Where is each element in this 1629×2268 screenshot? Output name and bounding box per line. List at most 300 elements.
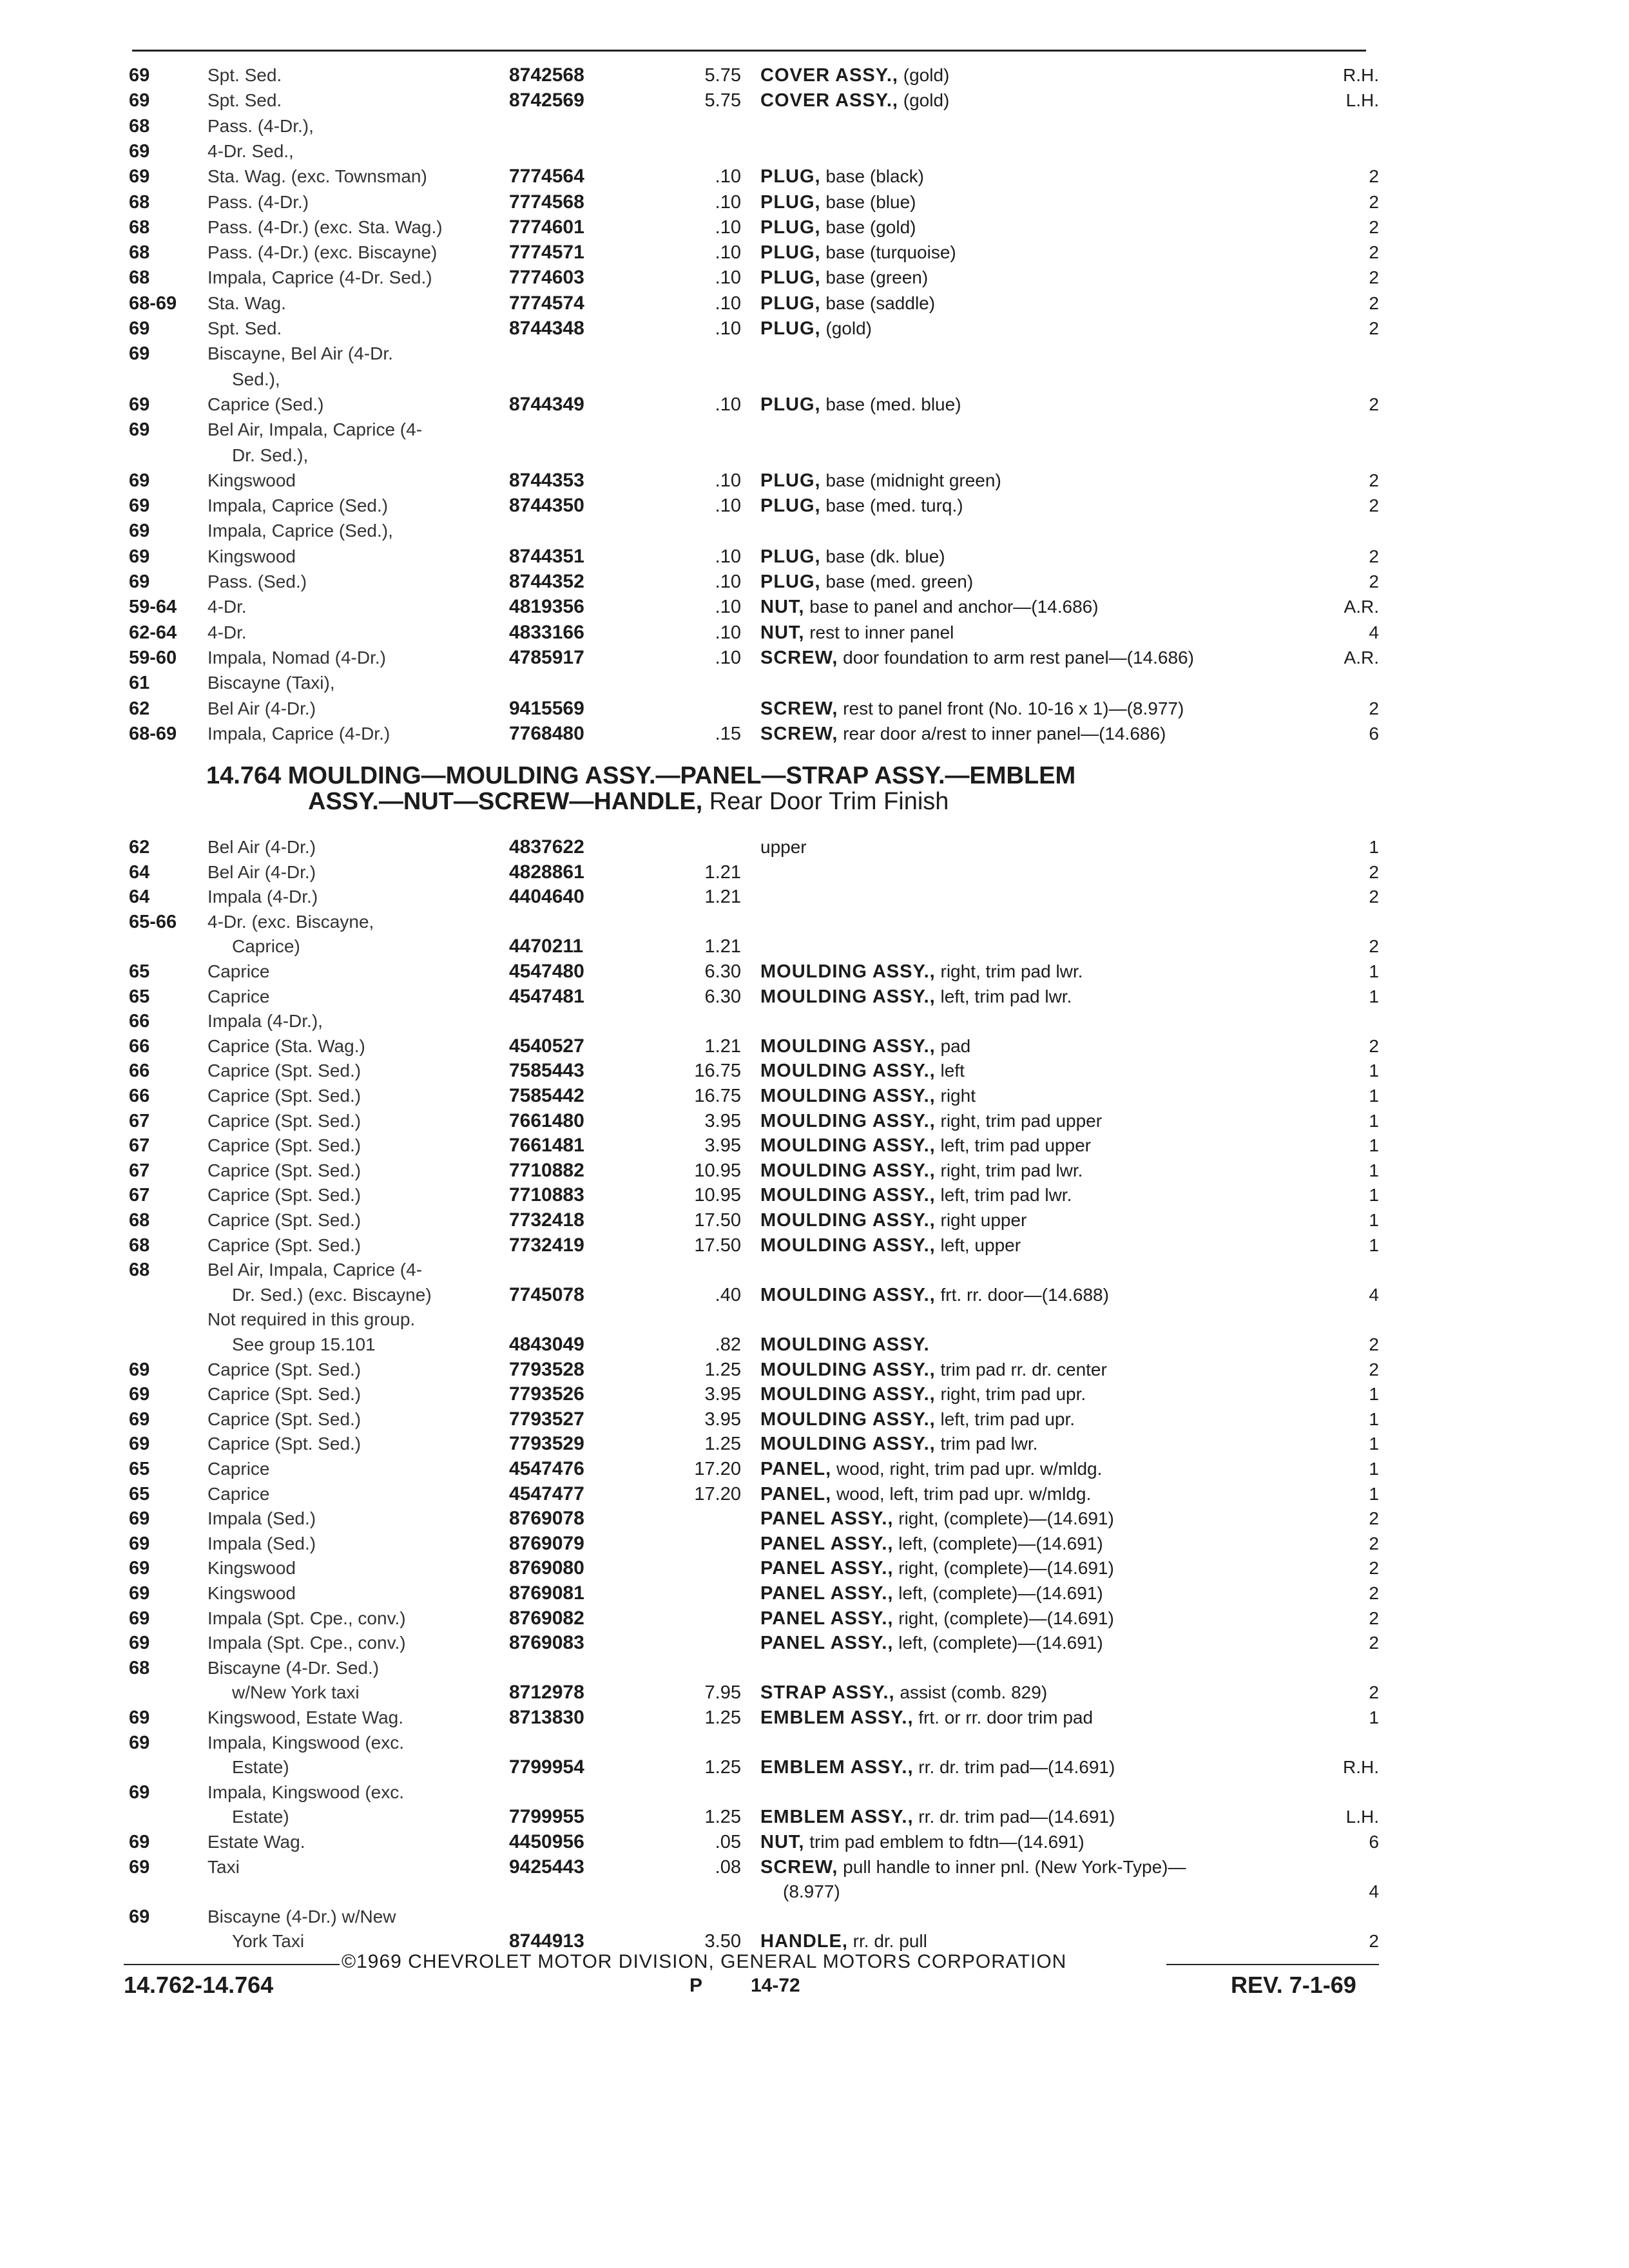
part-number: 4819356 xyxy=(509,596,584,618)
part-detail: rr. dr. pull xyxy=(847,1931,927,1952)
part-detail: base (med. blue) xyxy=(820,394,961,414)
part-name: PANEL ASSY., xyxy=(760,1608,894,1629)
part-quantity: 2 xyxy=(1369,1608,1379,1628)
table-row xyxy=(0,1706,1629,1730)
model-description: Impala, Caprice (4-Dr.) xyxy=(207,723,390,744)
model-description: Impala (Sed.) xyxy=(207,1533,316,1553)
model-description: Bel Air (4-Dr.) xyxy=(207,698,316,718)
part-number: 8769080 xyxy=(509,1557,584,1579)
part-quantity: 4 xyxy=(1369,1284,1379,1305)
part-description xyxy=(760,1929,1327,1954)
model-year: 59-64 xyxy=(129,597,177,618)
part-description xyxy=(760,1133,1327,1158)
model-year: 65 xyxy=(129,1483,150,1504)
part-quantity: 1 xyxy=(1369,1707,1379,1727)
part-detail: base (midnight green) xyxy=(820,470,1001,490)
table-row xyxy=(0,468,1629,493)
model-year: 68 xyxy=(129,1260,150,1281)
part-number: 4547481 xyxy=(509,985,584,1007)
part-price: .10 xyxy=(715,242,741,264)
model-description: Caprice (Spt. Sed.) xyxy=(207,1135,361,1156)
part-description xyxy=(760,1283,1327,1307)
part-quantity: 1 xyxy=(1369,1483,1379,1504)
model-year: 61 xyxy=(129,673,150,694)
part-number: 7710882 xyxy=(509,1159,584,1181)
part-description xyxy=(760,291,1327,316)
table-row xyxy=(0,1059,1629,1083)
part-description xyxy=(760,1506,1327,1531)
table-row xyxy=(0,1482,1629,1506)
part-price: 1.21 xyxy=(704,936,741,957)
table-row xyxy=(0,959,1629,984)
table-row xyxy=(0,620,1629,645)
part-price: .10 xyxy=(715,293,741,314)
part-price: .05 xyxy=(715,1832,741,1852)
model-description: Caprice (Spt. Sed.) xyxy=(207,1061,361,1081)
model-description: Bel Air, Impala, Caprice (4- xyxy=(207,419,423,440)
part-detail: (8.977) xyxy=(783,1881,840,1902)
part-name: MOULDING ASSY., xyxy=(760,1160,936,1181)
model-description: Kingswood, Estate Wag. xyxy=(207,1707,404,1727)
part-description xyxy=(760,1581,1327,1606)
table-row xyxy=(0,835,1629,860)
model-year: 69 xyxy=(129,1856,150,1878)
part-price: .10 xyxy=(715,572,741,592)
part-description xyxy=(760,164,1327,189)
model-description: Pass. (4-Dr.) xyxy=(207,191,309,212)
part-price: .10 xyxy=(715,394,741,415)
part-description xyxy=(760,215,1327,240)
part-name: MOULDING ASSY., xyxy=(760,1384,936,1405)
table-row xyxy=(0,190,1629,215)
table-row xyxy=(0,1382,1629,1407)
part-quantity: 1 xyxy=(1369,1235,1379,1255)
part-description xyxy=(760,1556,1327,1581)
table-row xyxy=(0,139,1629,164)
model-description: Impala, Caprice (4-Dr. Sed.) xyxy=(207,267,432,288)
part-number: 7768480 xyxy=(509,722,584,744)
model-description: Pass. (4-Dr.), xyxy=(207,115,314,136)
part-quantity: 2 xyxy=(1369,191,1379,212)
part-quantity: 2 xyxy=(1369,293,1379,313)
part-detail: door foundation to arm rest panel—(14.686) xyxy=(838,647,1194,668)
model-year: 69 xyxy=(129,1508,150,1530)
part-number: 7710883 xyxy=(509,1184,584,1206)
model-description: w/New York taxi xyxy=(232,1682,360,1703)
part-number: 8744352 xyxy=(509,571,584,592)
part-number: 8769081 xyxy=(509,1582,584,1604)
model-description: 4-Dr. Sed., xyxy=(207,140,294,161)
part-detail: trim pad emblem to fdtn—(14.691) xyxy=(804,1832,1084,1852)
model-year: 68 xyxy=(129,115,150,137)
table-row xyxy=(0,1830,1629,1854)
part-price: 3.95 xyxy=(704,1135,741,1157)
part-description xyxy=(760,1606,1327,1631)
table-row xyxy=(0,215,1629,240)
table-row xyxy=(0,1905,1629,1929)
model-description: Impala (4-Dr.), xyxy=(207,1011,323,1032)
part-name: PLUG, xyxy=(760,293,821,314)
part-description xyxy=(760,494,1327,518)
part-quantity: 2 xyxy=(1369,861,1379,882)
table-row xyxy=(0,1457,1629,1481)
part-description xyxy=(760,468,1327,493)
part-name: PANEL ASSY., xyxy=(760,1533,894,1554)
part-description xyxy=(760,1208,1327,1233)
part-price: 10.95 xyxy=(694,1185,741,1206)
model-description: Caprice xyxy=(207,986,270,1006)
model-year: 62 xyxy=(129,837,150,858)
model-description: Sta. Wag. xyxy=(207,293,286,313)
part-detail: right, trim pad upr. xyxy=(935,1384,1086,1405)
model-description: Biscayne (Taxi), xyxy=(207,673,335,693)
model-year: 69 xyxy=(129,521,150,542)
part-detail: base (black) xyxy=(820,166,924,187)
part-number: 8744350 xyxy=(509,495,584,517)
part-name: HANDLE, xyxy=(760,1931,848,1952)
table-row xyxy=(0,1532,1629,1556)
part-number: 8744349 xyxy=(509,393,584,415)
copyright-line: ©1969 CHEVROLET MOTOR DIVISION, GENERAL MOTORS CORPORATION xyxy=(342,1951,1067,1972)
model-year: 68 xyxy=(129,1235,150,1256)
table-row xyxy=(0,367,1629,392)
part-description xyxy=(760,646,1327,670)
part-name: MOULDING ASSY., xyxy=(760,1434,936,1455)
part-detail: base (med. green) xyxy=(820,572,974,591)
part-detail: rest to inner panel xyxy=(804,622,954,642)
part-quantity: 4 xyxy=(1369,1881,1379,1902)
part-number: 7799954 xyxy=(509,1756,584,1778)
table-row xyxy=(0,114,1629,139)
model-description: Caprice) xyxy=(232,936,300,957)
section-title-line2: ASSY.—NUT—SCREW—HANDLE, xyxy=(308,788,703,815)
part-number: 8744913 xyxy=(509,1930,584,1952)
part-price: .08 xyxy=(715,1856,741,1878)
part-number: 7793527 xyxy=(509,1408,584,1430)
part-detail: (gold) xyxy=(898,90,950,111)
part-quantity: 2 xyxy=(1369,698,1379,718)
part-description xyxy=(760,722,1327,746)
part-detail: left xyxy=(935,1061,965,1081)
model-year: 66 xyxy=(129,1086,150,1106)
part-name: PANEL ASSY., xyxy=(760,1633,894,1654)
part-name: MOULDING ASSY., xyxy=(760,1035,936,1057)
part-quantity: 2 xyxy=(1369,1359,1379,1379)
part-name: MOULDING ASSY., xyxy=(760,961,936,982)
part-name: MOULDING ASSY., xyxy=(760,1210,936,1231)
part-name: PANEL, xyxy=(760,1483,832,1504)
part-quantity: 2 xyxy=(1369,495,1379,516)
model-description: Dr. Sed.), xyxy=(232,445,309,465)
part-description xyxy=(760,392,1327,417)
part-number: 7774601 xyxy=(509,216,584,238)
part-quantity: 2 xyxy=(1369,1583,1379,1603)
part-description xyxy=(760,544,1327,569)
part-quantity: 1 xyxy=(1369,1135,1379,1156)
table-row xyxy=(0,646,1629,670)
table-row xyxy=(0,1731,1629,1755)
table-row xyxy=(0,1506,1629,1531)
part-price: .10 xyxy=(715,546,741,567)
section-title-line2-rest: Rear Door Trim Finish xyxy=(702,788,949,815)
model-year: 69 xyxy=(129,1707,150,1728)
part-price: 7.95 xyxy=(704,1682,741,1704)
part-number: 7774574 xyxy=(509,292,584,314)
part-price: 3.50 xyxy=(704,1931,741,1952)
part-description xyxy=(760,1482,1327,1506)
part-name: MOULDING ASSY., xyxy=(760,1359,936,1380)
part-quantity: 2 xyxy=(1369,242,1379,263)
model-year: 67 xyxy=(129,1135,150,1157)
model-year: 68 xyxy=(129,191,150,213)
part-quantity: L.H. xyxy=(1345,90,1379,111)
part-description xyxy=(760,1631,1327,1655)
part-name: MOULDING ASSY., xyxy=(760,1408,936,1430)
part-detail: base (turquoise) xyxy=(820,242,956,263)
model-description: Caprice xyxy=(207,961,270,981)
part-detail: left, upper xyxy=(935,1235,1021,1255)
table-row xyxy=(0,1680,1629,1705)
part-description xyxy=(760,697,1327,721)
model-description: Sta. Wag. (exc. Townsman) xyxy=(207,166,427,187)
part-description xyxy=(760,316,1327,341)
part-number: 7732418 xyxy=(509,1209,584,1231)
part-quantity: 1 xyxy=(1369,961,1379,981)
part-number: 4547476 xyxy=(509,1458,584,1479)
part-price: 6.30 xyxy=(704,986,741,1007)
part-detail: right, trim pad upper xyxy=(935,1110,1103,1131)
model-description: Impala, Caprice (Sed.) xyxy=(207,495,389,516)
part-description xyxy=(760,1059,1327,1083)
model-description: Impala, Kingswood (exc. xyxy=(207,1732,405,1753)
table-row xyxy=(0,1855,1629,1879)
part-description xyxy=(760,265,1327,290)
part-price: .40 xyxy=(715,1284,741,1305)
model-description: Estate Wag. xyxy=(207,1832,305,1852)
part-number: 9425443 xyxy=(509,1856,584,1878)
part-quantity: 1 xyxy=(1369,1086,1379,1106)
table-row xyxy=(0,1133,1629,1158)
table-row xyxy=(0,164,1629,189)
table-row xyxy=(0,265,1629,290)
model-description: Caprice (Spt. Sed.) xyxy=(207,1359,361,1379)
part-number: 8742568 xyxy=(509,64,584,86)
model-year: 69 xyxy=(129,419,150,441)
part-number: 4837622 xyxy=(509,836,584,858)
section-heading xyxy=(206,763,1366,814)
part-number: 8744348 xyxy=(509,318,584,339)
model-year: 69 xyxy=(129,1583,150,1604)
part-detail: left, (complete)—(14.691) xyxy=(893,1533,1103,1553)
model-description: Caprice (Spt. Sed.) xyxy=(207,1160,361,1180)
part-price: .10 xyxy=(715,622,741,643)
model-year: 62-64 xyxy=(129,622,177,643)
table-row xyxy=(0,1183,1629,1207)
table-row xyxy=(0,1407,1629,1432)
part-name: SCREW, xyxy=(760,647,838,668)
part-detail: wood, right, trim pad upr. w/mldg. xyxy=(831,1459,1103,1479)
part-quantity: 1 xyxy=(1369,1160,1379,1180)
part-description xyxy=(760,190,1327,215)
part-detail: base to panel and anchor—(14.686) xyxy=(804,597,1099,617)
part-description xyxy=(760,620,1327,645)
part-detail: right, trim pad lwr. xyxy=(935,1160,1083,1180)
part-price: 1.21 xyxy=(704,887,741,908)
model-year: 68 xyxy=(129,1657,150,1678)
footer-group-range: 14.762-14.764 xyxy=(124,1972,274,1998)
part-price: 1.25 xyxy=(704,1757,741,1778)
table-row xyxy=(0,1780,1629,1805)
part-description xyxy=(760,1432,1327,1456)
part-quantity: 2 xyxy=(1369,887,1379,907)
part-description xyxy=(760,1084,1327,1108)
model-description: York Taxi xyxy=(232,1931,305,1952)
part-name: COVER ASSY., xyxy=(760,90,898,111)
part-name: PLUG, xyxy=(760,470,821,491)
model-description: Caprice (Spt. Sed.) xyxy=(207,1434,361,1454)
model-description: Bel Air, Impala, Caprice (4- xyxy=(207,1260,423,1280)
model-year: 69 xyxy=(129,1732,150,1753)
model-year: 69 xyxy=(129,1906,150,1927)
table-row xyxy=(0,671,1629,695)
part-price: 16.75 xyxy=(694,1061,741,1082)
part-name: MOULDING ASSY., xyxy=(760,1061,936,1082)
part-number: 4470211 xyxy=(509,936,584,957)
part-detail: right, (complete)—(14.691) xyxy=(893,1508,1114,1529)
part-price: 17.20 xyxy=(694,1459,741,1479)
table-row xyxy=(0,1109,1629,1133)
part-number: 4547480 xyxy=(509,961,584,982)
part-description xyxy=(760,1358,1327,1382)
part-number: 7661481 xyxy=(509,1135,584,1157)
part-price: 1.25 xyxy=(704,1359,741,1380)
part-quantity: 1 xyxy=(1369,1110,1379,1131)
part-quantity: 2 xyxy=(1369,1682,1379,1703)
part-price: .10 xyxy=(715,470,741,491)
model-year: 59-60 xyxy=(129,647,177,668)
part-detail: pull handle to inner pnl. (New York-Type)— xyxy=(838,1856,1186,1877)
part-name: MOULDING ASSY., xyxy=(760,1185,936,1206)
table-row xyxy=(0,1556,1629,1581)
part-name: SCREW, xyxy=(760,698,838,719)
part-number: 4828861 xyxy=(509,861,584,883)
part-price: .10 xyxy=(715,191,741,213)
part-number: 8769078 xyxy=(509,1508,584,1530)
part-price: 1.21 xyxy=(704,1035,741,1057)
model-year: 65 xyxy=(129,986,150,1007)
table-row xyxy=(0,1009,1629,1033)
part-number: 7774564 xyxy=(509,166,584,187)
model-description: Impala, Kingswood (exc. xyxy=(207,1782,405,1802)
part-name: EMBLEM ASSY., xyxy=(760,1707,914,1728)
part-quantity: 2 xyxy=(1369,1931,1379,1952)
model-description: Biscayne (4-Dr. Sed.) xyxy=(207,1657,380,1678)
part-detail: base (med. turq.) xyxy=(820,495,963,516)
model-year: 68-69 xyxy=(129,723,177,744)
part-quantity: 6 xyxy=(1369,723,1379,744)
table-row xyxy=(0,722,1629,746)
part-quantity: L.H. xyxy=(1345,1807,1379,1827)
part-price: 10.95 xyxy=(694,1160,741,1181)
part-description xyxy=(760,1706,1327,1730)
part-quantity: 2 xyxy=(1369,546,1379,566)
table-row xyxy=(0,1258,1629,1282)
part-number: 4404640 xyxy=(509,886,584,908)
model-year: 69 xyxy=(129,1782,150,1803)
part-detail: base (green) xyxy=(820,267,929,288)
part-quantity: 1 xyxy=(1369,1185,1379,1206)
part-description xyxy=(760,1233,1327,1258)
part-name: PANEL ASSY., xyxy=(760,1558,894,1579)
part-detail: pad xyxy=(935,1035,971,1056)
model-year: 69 xyxy=(129,318,150,339)
model-year: 68-69 xyxy=(129,293,177,314)
part-description xyxy=(760,1680,1327,1705)
model-description: 4-Dr. xyxy=(207,597,247,617)
part-quantity: 1 xyxy=(1369,1408,1379,1429)
model-description: Caprice xyxy=(207,1483,270,1504)
part-price: .10 xyxy=(715,597,741,618)
table-row xyxy=(0,1208,1629,1233)
part-detail: base (saddle) xyxy=(820,293,936,313)
part-description xyxy=(760,595,1327,619)
part-description xyxy=(760,985,1327,1009)
part-detail: right upper xyxy=(935,1210,1027,1230)
table-row xyxy=(0,595,1629,619)
part-name: STRAP ASSY., xyxy=(760,1682,895,1704)
part-price: 1.25 xyxy=(704,1707,741,1728)
part-quantity: A.R. xyxy=(1344,647,1379,668)
part-detail: assist (comb. 829) xyxy=(894,1682,1048,1703)
model-description: Caprice (Spt. Sed.) xyxy=(207,1235,361,1255)
table-row xyxy=(0,88,1629,113)
part-description xyxy=(760,1532,1327,1556)
part-name: MOULDING ASSY., xyxy=(760,1135,936,1157)
top-rule xyxy=(132,50,1366,52)
part-number: 9415569 xyxy=(509,697,584,719)
model-description: Estate) xyxy=(232,1807,289,1827)
model-description: Spt. Sed. xyxy=(207,90,282,111)
model-year: 68 xyxy=(129,1210,150,1231)
part-number: 8742569 xyxy=(509,90,584,111)
part-description xyxy=(760,240,1327,265)
footer-page-number: 14-72 xyxy=(751,1975,800,1996)
model-year: 69 xyxy=(129,343,150,365)
part-number: 7793526 xyxy=(509,1383,584,1405)
table-row xyxy=(0,341,1629,366)
model-description: Kingswood xyxy=(207,470,296,490)
part-name: PLUG, xyxy=(760,318,821,339)
part-description xyxy=(760,88,1327,113)
part-number: 7774571 xyxy=(509,242,584,264)
part-detail: base (blue) xyxy=(820,191,916,212)
table-row xyxy=(0,1332,1629,1357)
part-name: PANEL ASSY., xyxy=(760,1508,894,1530)
part-number: 8769083 xyxy=(509,1632,584,1654)
part-number: 7793529 xyxy=(509,1433,584,1455)
part-quantity: 1 xyxy=(1369,837,1379,857)
model-description: Impala, Caprice (Sed.), xyxy=(207,521,393,541)
part-quantity: 1 xyxy=(1369,986,1379,1006)
model-year: 69 xyxy=(129,140,150,162)
part-name: PLUG, xyxy=(760,191,821,213)
part-name: PLUG, xyxy=(760,495,821,517)
table-row xyxy=(0,860,1629,885)
part-description xyxy=(760,1382,1327,1407)
part-quantity: 2 xyxy=(1369,936,1379,957)
table-row xyxy=(0,1432,1629,1456)
part-quantity: 2 xyxy=(1369,318,1379,338)
